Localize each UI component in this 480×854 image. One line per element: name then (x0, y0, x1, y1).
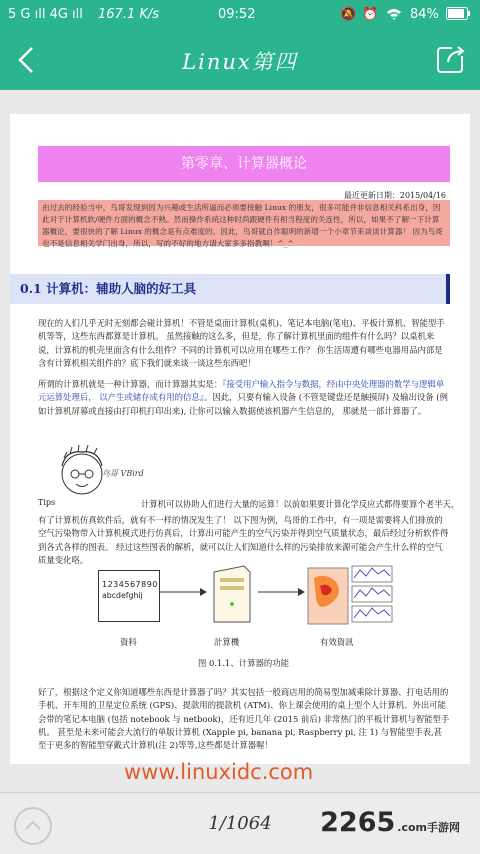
paragraph-1: 现在的人们几乎无时无刻都会碰计算机！不管是桌面计算机(桌机)、笔记本电脑(笔电)、平板计算机、智能型手机等等，这些东西都算是计算机。 虽然接触的这么多，但是，你了解计算机里面的组件有什么吗？以桌机来说，计算机的机壳里面含有什么组件？不同的计算机可以应用在哪些工作？ 你生活周遭有哪些电器用品内部是含有计算机相关组件的？底下我们就来谈一谈这些东西吧！ (38, 318, 445, 368)
tips-text: 有了计算机仿真软件后，就有不一样的情况发生了！ 以下图为例，鸟哥的工作中，有一项是需要将人们排放的空气污染物带入计算机模式进行仿真后，计算出可能产生的空气污染并得到空气质量状态，最后经过分析软件得到各式各样的图表。 经过这些图表的解析，就可以让人们知道什么样的污染排放来源可能会产生什么样的空气质量变化咯。 (38, 515, 449, 565)
label-computer: 計算機 (214, 637, 240, 647)
tips-label: Tips (38, 498, 56, 507)
clock: 09:52 (218, 7, 256, 22)
battery-level: 84% (410, 7, 439, 22)
output-charts-icon (306, 564, 396, 628)
paragraph-2-highlight: 『接受用户输入指令与数据，经由中央处理器的数学与逻辑单元运算处理后， 以产生或储存成有用的信息』 (38, 379, 445, 403)
paragraph-2-start: 所谓的计算机就是一种计算器，而计算器其实是： (38, 379, 223, 389)
intro-note: 由过去的经验当中，鸟哥发现到因为兴趣或生活所逼而必须要接触 Linux 的朋友，很多可能并非信息相关科系出身，因此对于计算机软/硬件方面的概念不熟。然而操作系统这种时尚跟硬件有相当程度的关连性，所以，如果不了解一下计算器概论，要很快的了解 Linux 的概念是有点难度的。因此，鸟哥就自作聪明的新增一个小章节来谈谈计算器！ 因为鸟哥也不是信息相关学门出身，所以，写的不好的地方请大家多多指教啊！^_^ (38, 200, 450, 246)
last-updated: 最近更新日期：2015/04/16 (343, 191, 446, 200)
alarm-icon: ⏰ (362, 7, 379, 22)
brand-suffix: .com手游网 (397, 821, 460, 834)
section-heading: 0.1 计算机：辅助人脑的好工具 (10, 274, 450, 304)
figure-caption: 图 0.1.1、计算器的功能 (198, 658, 289, 668)
arrow-icon (160, 586, 208, 598)
mute-icon: 🔕 (340, 7, 357, 22)
label-output-info: 有效資訊 (320, 637, 354, 647)
watermark: www.linuxidc.com (124, 760, 314, 784)
status-bar (0, 0, 480, 30)
brand-logo (320, 807, 460, 838)
share-button[interactable] (432, 40, 470, 78)
share-icon (432, 40, 470, 78)
signal-indicator: 5 G ıll 4G ıll (8, 7, 83, 22)
author-signature: 鸟哥 VBird (102, 469, 144, 478)
battery-icon (446, 7, 470, 24)
network-speed: 167.1 K/s (98, 7, 160, 22)
paragraph-3: 好了，根据这个定义你知道哪些东西是计算器了吗？其实包括一般商店用的简易型加减乘除计算器、打电话用的手机、开车用的卫星定位系统 (GPS)、提款用的提款机 (ATM)、你上课会使用的桌上型个人计算机、外出可能会带的笔记本电脑 (包括 notebook 与 netbook)，还有近几年 (2015 前后) 非常热门的平板计算机与智能型手机。 甚至是未来可能会大流行的单版计算机 (Xapple pi, banana pi, Raspberry pi, 注 1) 与智能型手表,甚至于更多的智能型穿戴式计算机(注 2)等等,这些都是计算器喔！ (38, 687, 450, 751)
wifi-icon (386, 7, 402, 25)
input-digits: 1234567890 (102, 580, 158, 589)
app-bar (0, 30, 480, 90)
chapter-title: 第零章、计算器概论 (38, 146, 450, 182)
tips-first-line: 计算机可以协助人们进行大量的运算！以前如果要计算化学反应式都得要算个老半天， (141, 499, 460, 509)
computer-function-figure (98, 564, 398, 664)
arrow-icon (258, 586, 306, 598)
label-input-data: 資料 (120, 637, 137, 647)
input-letters: abcdefghij (102, 591, 143, 600)
pdf-page (10, 114, 470, 784)
computer-tower-icon (210, 564, 254, 626)
brand-number: 2265 (320, 807, 396, 838)
paragraph-2 (38, 378, 450, 418)
document-title: Linux第四 (182, 50, 298, 74)
paragraph-2-end: 。因此，只要有输入设备 (不管是键盘还是触摸屏) 及输出设备 (例如计算机屏幕或直接由打印机打印出来), 让你可以输入数据使该机器产生信息的， 那就是一部计算器了。 (38, 392, 448, 416)
bottom-bar (0, 792, 480, 854)
document-viewer[interactable] (0, 90, 480, 792)
input-paper (98, 570, 160, 622)
page-indicator: 1/1064 (208, 813, 272, 834)
